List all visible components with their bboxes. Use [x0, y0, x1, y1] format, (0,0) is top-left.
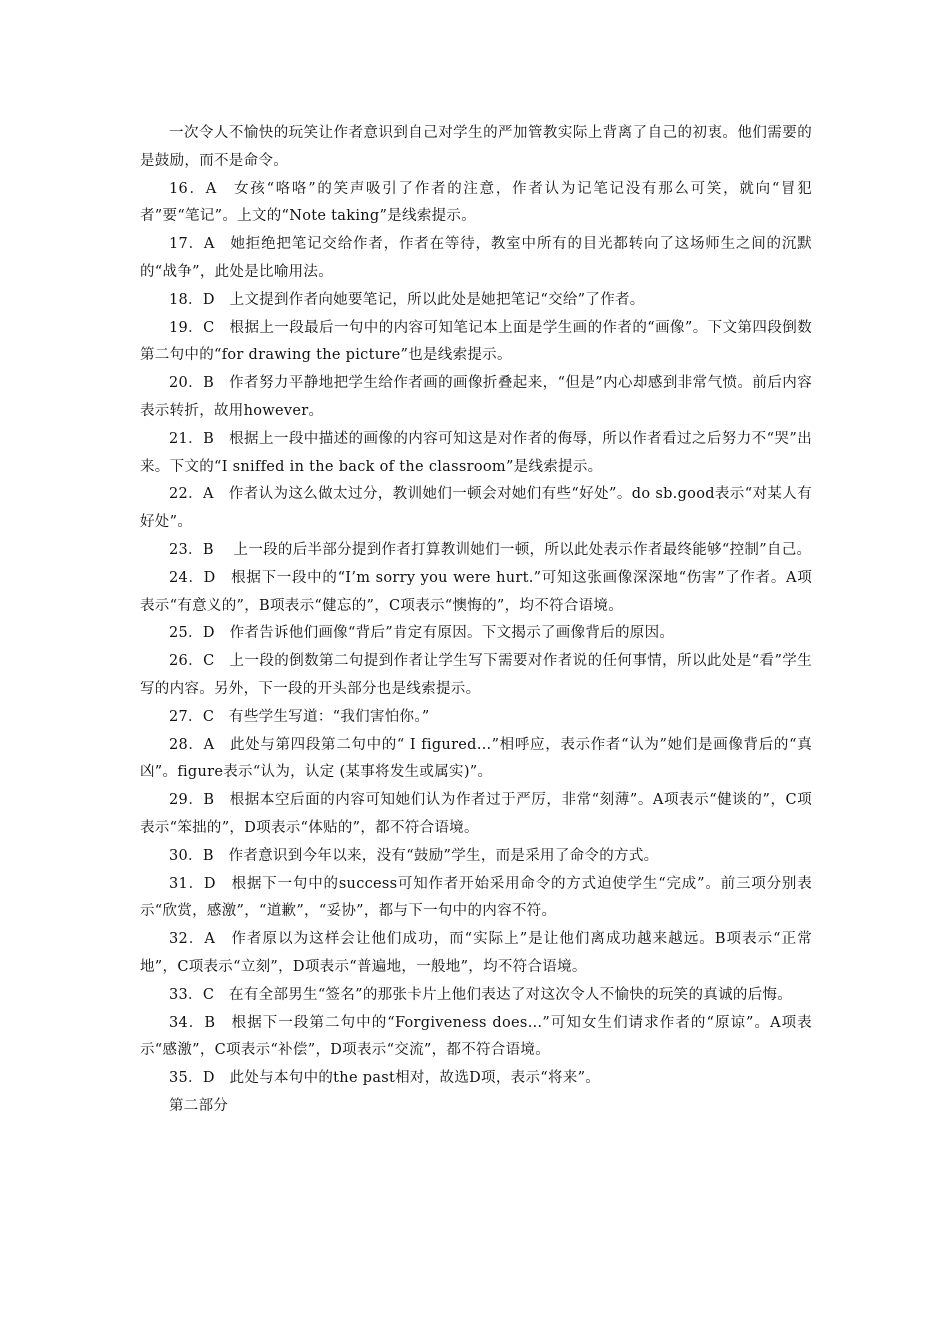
answer-30: 30．B 作者意识到今年以来，没有“鼓励”学生，而是采用了命令的方式。: [169, 847, 659, 864]
section-heading: 第二部分: [169, 1097, 229, 1114]
answer-19: 19．C 根据上一段最后一句中的内容可知笔记本上面是学生画的作者的“画像”。下文第四段倒数第二句中的“for drawing the picture”也是线索提示。: [140, 319, 812, 364]
document-page: [140, 120, 812, 1121]
answer-22: 22．A 作者认为这么做太过分，教训她们一顿会对她们有些“好处”。do sb.good表示“对某人有好处”。: [140, 486, 812, 531]
answer-24: 24．D 根据下一段中的“I’m sorry you were hurt.”可知这张画像深深地“伤害”了作者。A项表示“有意义的”，B项表示“健忘的”，C项表示“懊悔的”，均不符合语境。: [140, 569, 812, 614]
answer-21: 21．B 根据上一段中描述的画像的内容可知这是对作者的侮辱，所以作者看过之后努力不“哭”出来。下文的“I sniffed in the back of the classroom”是线索提示。: [140, 430, 812, 475]
answer-33: 33．C 在有全部男生“签名”的那张卡片上他们表达了对这次令人不愉快的玩笑的真诚的后悔。: [169, 986, 793, 1003]
answer-31: 31．D 根据下一句中的success可知作者开始采用命令的方式迫使学生“完成”。前三项分别表示“欣赏，感激”，“道歉”，“妥协”，都与下一句中的内容不符。: [140, 875, 812, 920]
intro-paragraph: 一次令人不愉快的玩笑让作者意识到自己对学生的严加管教实际上背离了自己的初衷。他们需要的是鼓励，而不是命令。: [140, 125, 812, 169]
answer-29: 29．B 根据本空后面的内容可知她们认为作者过于严厉，非常“刻薄”。A项表示“健谈的”，C项表示“笨拙的”，D项表示“体贴的”，都不符合语境。: [140, 792, 812, 836]
answer-20: 20．B 作者努力平静地把学生给作者画的画像折叠起来，“但是”内心却感到非常气愤。前后内容表示转折，故用however。: [140, 375, 812, 419]
answer-25: 25．D 作者告诉他们画像“背后”肯定有原因。下文揭示了画像背后的原因。: [169, 625, 675, 642]
answer-18: 18．D 上文提到作者向她要笔记，所以此处是她把笔记“交给”了作者。: [169, 291, 645, 308]
answer-35: 35．D 此处与本句中的the past相对，故选D项，表示“将来”。: [169, 1070, 601, 1087]
answer-27: 27．C 有些学生写道：“我们害怕你。”: [169, 708, 430, 725]
answer-26: 26．C 上一段的倒数第二句提到作者让学生写下需要对作者说的任何事情，所以此处是“看”学生写的内容。另外，下一段的开头部分也是线索提示。: [140, 653, 812, 697]
answer-28: 28．A 此处与第四段第二句中的“ I figured…”相呼应，表示作者“认为”她们是画像背后的“真凶”。figure表示“认为，认定 (某事将发生或属实)”。: [140, 736, 812, 781]
answer-32: 32．A 作者原以为这样会让他们成功，而“实际上”是让他们离成功越来越远。B项表示“正常地”，C项表示“立刻”，D项表示“普遍地，一般地”，均不符合语境。: [140, 931, 812, 975]
answer-16: 16．A 女孩“咯咯”的笑声吸引了作者的注意，作者认为记笔记没有那么可笑，就向“冒犯者”要“笔记”。上文的“Note taking”是线索提示。: [140, 180, 812, 225]
answer-23: 23．B 上一段的后半部分提到作者打算教训她们一顿，所以此处表示作者最终能够“控制”自己。: [169, 541, 812, 558]
answer-34: 34．B 根据下一段第二句中的“Forgiveness does…”可知女生们请求作者的“原谅”。A项表示“感激”，C项表示“补偿”，D项表示“交流”，都不符合语境。: [140, 1014, 812, 1059]
answer-17: 17．A 她拒绝把笔记交给作者，作者在等待，教室中所有的目光都转向了这场师生之间的沉默的“战争”，此处是比喻用法。: [140, 236, 812, 280]
